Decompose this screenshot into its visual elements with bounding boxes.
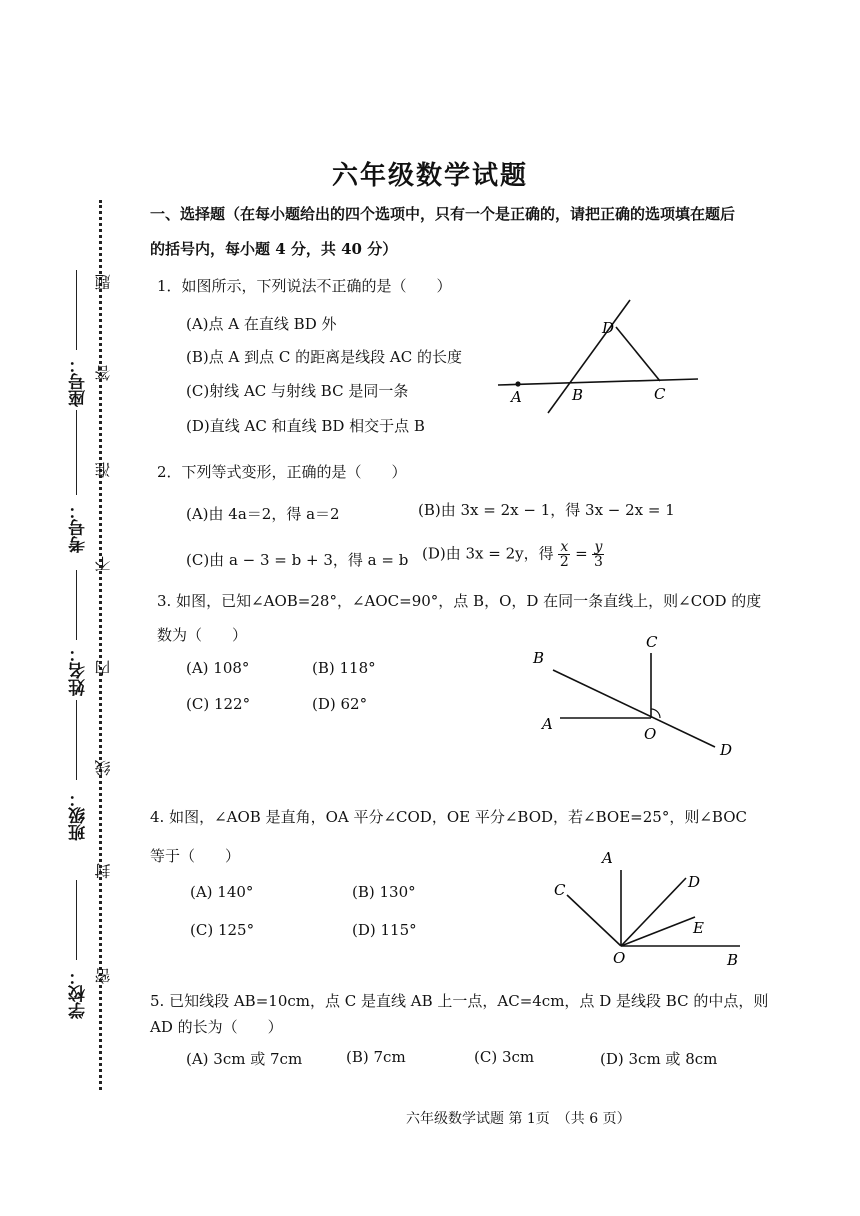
page-footer: 六年级数学试题 第 1页 （共 6 页）: [406, 1111, 631, 1127]
binding-blank-name: [76, 570, 77, 640]
binding-label-exam-no: 考号：: [69, 502, 89, 553]
page-title: 六年级数学试题: [331, 161, 528, 191]
q3-option-c: (C) 122°: [186, 695, 251, 713]
q5-option-c: (C) 3cm: [474, 1048, 535, 1066]
q2-option-b: (B)由 3x = 2x − 1，得 3x − 2x = 1: [418, 501, 675, 519]
binding-blank-seat-no: [76, 270, 77, 350]
q2-frac-equals: =: [575, 544, 588, 563]
q5-option-b: (B) 7cm: [346, 1048, 406, 1066]
q3-label-a: A: [542, 715, 553, 733]
q4-ray-od: [621, 878, 686, 946]
binding-blank-school: [76, 880, 77, 960]
q3-stem-line1: 3. 如图，已知∠AOB=28°，∠AOC=90°，点 B，O，D 在同一条直线上，则∠COD 的度: [157, 592, 762, 610]
q3-stem-line2: 数为（ ）: [157, 626, 248, 644]
q4-label-d: D: [688, 873, 701, 891]
q3-label-c: C: [646, 633, 658, 651]
binding-char-feng: 封: [94, 863, 113, 879]
q4-figure: [545, 845, 755, 975]
q1-option-b: (B)点 A 到点 C 的距离是线段 AC 的长度: [186, 348, 462, 366]
q5-stem-line1: 5. 已知线段 AB=10cm，点 C 是直线 AB 上一点，AC=4cm，点 D 是线段 BC 的中点，则: [150, 992, 769, 1010]
q2-frac1-num: x: [560, 539, 569, 555]
q4-label-c: C: [554, 881, 566, 899]
q4-option-d: (D) 115°: [352, 921, 417, 939]
q1-line-bd: [548, 300, 630, 413]
q3-label-d: D: [720, 741, 733, 759]
q2-option-a: (A)由 4a＝2，得 a＝2: [186, 505, 340, 523]
q1-option-d: (D)直线 AC 和直线 BD 相交于点 B: [186, 417, 425, 435]
q1-label-c: C: [654, 385, 666, 403]
binding-char-bu: 不: [94, 556, 113, 572]
q2-frac1-den: 2: [559, 554, 569, 570]
q1-stem: 1．如图所示，下列说法不正确的是（ ）: [157, 277, 452, 295]
q4-ray-oc: [567, 895, 621, 946]
q4-label-a: A: [602, 849, 613, 867]
q1-option-a: (A)点 A 在直线 BD 外: [186, 315, 337, 333]
binding-char-da: 答: [94, 365, 113, 381]
binding-label-seat-no: 座号：: [69, 356, 89, 407]
binding-blank-class: [76, 700, 77, 780]
binding-label-class: 班级：: [69, 790, 89, 841]
q1-point-a: [515, 381, 520, 386]
q3-option-a: (A) 108°: [186, 659, 250, 677]
q4-label-e: E: [693, 919, 704, 937]
q4-option-c: (C) 125°: [190, 921, 255, 939]
binding-label-school: 学校：: [69, 968, 89, 1019]
q5-option-d: (D) 3cm 或 8cm: [600, 1050, 718, 1068]
q5-stem-line2: AD 的长为（ ）: [150, 1018, 283, 1036]
q4-label-b: B: [727, 951, 739, 969]
q1-option-c: (C)射线 AC 与射线 BC 是同一条: [186, 382, 409, 400]
q2-fraction-1: [558, 540, 570, 569]
binding-char-mi: 密: [94, 968, 113, 984]
binding-dotted-line: [99, 200, 102, 1090]
q1-label-b: B: [572, 386, 584, 404]
q2-option-d-prefix: (D)由 3x = 2y，得: [422, 544, 554, 563]
q4-label-o: O: [613, 949, 626, 967]
q4-option-a: (A) 140°: [190, 883, 254, 901]
q3-option-b: (B) 118°: [312, 659, 376, 677]
q2-frac2-num: y: [594, 539, 603, 555]
q2-option-d: [422, 540, 604, 569]
binding-char-nei: 内: [94, 660, 113, 676]
section1-heading-line2: 的括号内，每小题 4 分，共 40 分）: [150, 240, 398, 258]
q1-label-d: D: [602, 319, 615, 337]
q4-ray-oe: [621, 917, 695, 946]
q3-label-b: B: [533, 649, 545, 667]
q3-ray-ob: [553, 670, 715, 747]
q1-segment-dc: [616, 327, 660, 381]
q1-line-ac: [498, 379, 698, 385]
q5-option-a: (A) 3cm 或 7cm: [186, 1050, 303, 1068]
q3-label-o: O: [644, 725, 657, 743]
binding-char-zhun: 准: [94, 462, 113, 478]
q4-stem-line1: 4. 如图，∠AOB 是直角，OA 平分∠COD，OE 平分∠BOD，若∠BOE=25°，则∠BOC: [150, 808, 747, 826]
q1-figure: [480, 295, 720, 425]
q1-label-a: A: [511, 388, 522, 406]
section1-heading-line1: 一、选择题（在每小题给出的四个选项中，只有一个是正确的，请把正确的选项填在题后: [150, 205, 736, 223]
q3-option-d: (D) 62°: [312, 695, 368, 713]
q2-fraction-2: [592, 540, 604, 569]
q3-figure: [520, 625, 750, 765]
q4-stem-line2: 等于（ ）: [150, 847, 241, 865]
q2-frac2-den: 3: [593, 554, 603, 570]
binding-char-xian: 线: [94, 760, 113, 776]
binding-blank-exam-no: [76, 410, 77, 495]
binding-char-ti: 题: [94, 274, 113, 290]
binding-label-name: 姓名：: [69, 645, 89, 696]
q4-option-b: (B) 130°: [352, 883, 416, 901]
q2-option-c: (C)由 a − 3 = b + 3，得 a = b: [186, 551, 409, 569]
q2-stem: 2．下列等式变形，正确的是（ ）: [157, 463, 407, 481]
